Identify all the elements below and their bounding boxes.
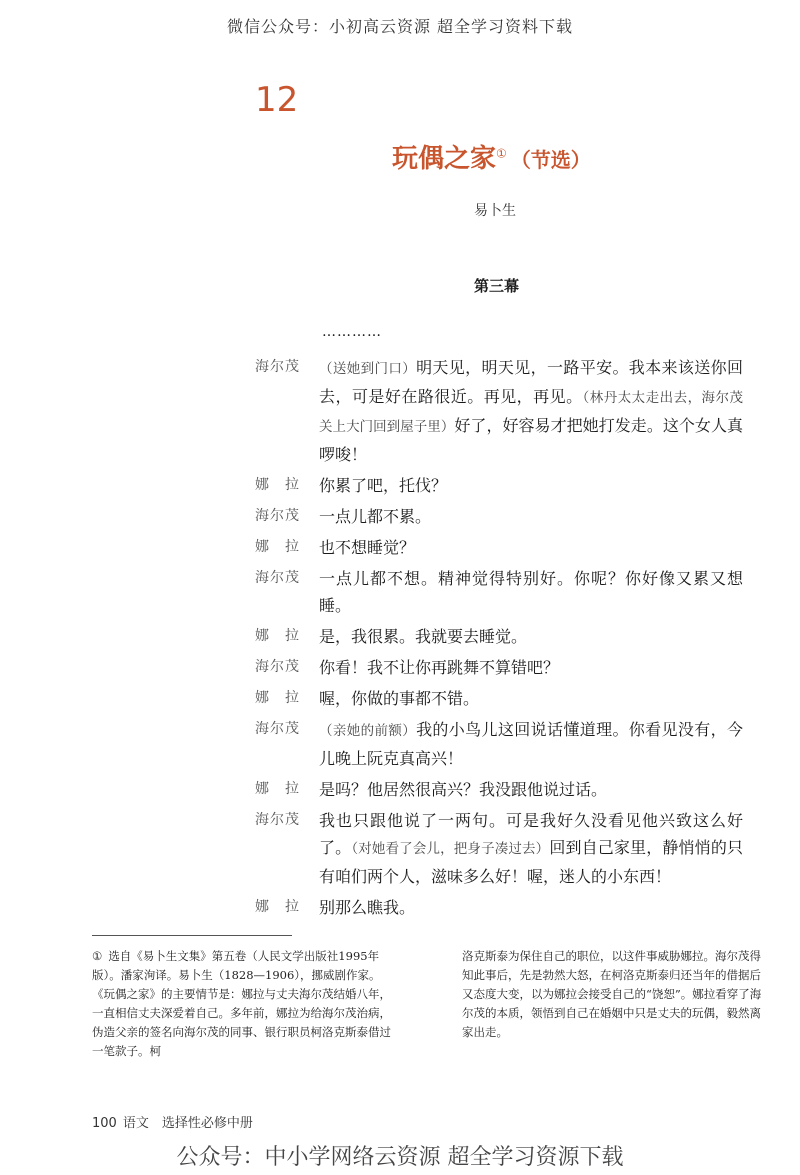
stage-direction: （亲她的前额） (319, 723, 417, 739)
page-title (392, 138, 591, 175)
title-footnote-mark[interactable]: ① (496, 146, 507, 161)
spoken-text: 你累了吧，托伐？ (319, 476, 448, 495)
speaker-name: 娜 拉 (255, 781, 300, 797)
speaker-name: 娜 拉 (255, 690, 300, 706)
spoken-text: 明天见，明天见，一路平安。我本来该送你回去，可是好在路很近。再见，再见。 (319, 358, 743, 406)
stage-direction: （林丹太太走出去，海尔茂关上大门回到屋子里） (319, 390, 743, 435)
spoken-text: 一点儿都不想。精神觉得特别好。你呢？你好像又累又想睡。 (319, 569, 743, 615)
footnote-mark: ① (92, 949, 103, 963)
author: 易卜生 (474, 203, 516, 219)
dialogue-line (255, 685, 755, 712)
speaker-name: 娜 拉 (255, 539, 300, 555)
spoken-text: 是，我很累。我就要去睡觉。 (319, 627, 528, 646)
book-name: 语文 选择性必修中册 (122, 1116, 253, 1131)
footnote-divider (92, 935, 292, 936)
title-text: 玩偶之家 (392, 144, 497, 174)
dialogue (255, 354, 755, 925)
speaker-name: 海尔茂 (255, 508, 300, 524)
spoken-text: 我的小鸟儿这回说话懂道理。你看见没有，今儿晚上阮克真高兴！ (319, 720, 743, 768)
footnote-text-left: 选自《易卜生文集》第五卷（人民文学出版社1995年版）。潘家洵译。易卜生（1828—1906），挪威剧作家。《玩偶之家》的主要情节是：娜拉与丈夫海尔茂结婚八年，一直相信丈夫深爱着自己。多年前，娜拉为给海尔茂治病，伪造父亲的签名向海尔茂的同事、银行职员柯洛克斯泰借过一笔款子。柯 (92, 949, 391, 1058)
footnote-column-left (92, 947, 392, 1061)
speaker-name: 海尔茂 (255, 812, 300, 828)
speech-text (319, 503, 743, 530)
dialogue-line (255, 894, 755, 921)
dialogue-line (255, 565, 755, 619)
speech-text (319, 565, 743, 619)
spoken-text: 一点儿都不累。 (319, 507, 432, 526)
speaker-name: 海尔茂 (255, 359, 300, 375)
dialogue-line (255, 354, 755, 468)
speech-text (319, 776, 743, 803)
speaker-name: 娜 拉 (255, 477, 300, 493)
page-footer (92, 1112, 253, 1131)
speaker-name: 海尔茂 (255, 659, 300, 675)
dialogue-line (255, 807, 755, 890)
chapter-number: 12 (255, 80, 299, 120)
speech-text (319, 354, 743, 468)
spoken-text: 你看！我不让你再跳舞不算错吧？ (319, 658, 560, 677)
speaker-name: 娜 拉 (255, 899, 300, 915)
dialogue-line (255, 472, 755, 499)
spoken-text: 我也只跟他说了一两句。可是我好久没看见他兴致这么好了。 (319, 811, 743, 857)
dialogue-line (255, 716, 755, 772)
spoken-text: 是吗？他居然很高兴？我没跟他说过话。 (319, 780, 608, 799)
speech-text (319, 716, 743, 772)
spoken-text: 好了，好容易才把她打发走。这个女人真啰唆！ (319, 416, 743, 464)
top-watermark: 微信公众号：小初高云资源 超全学习资料下载 (226, 17, 574, 36)
spoken-text: 别那么瞧我。 (319, 898, 416, 917)
speech-text (319, 685, 743, 712)
speech-text (319, 623, 743, 650)
speaker-name: 娜 拉 (255, 628, 300, 644)
stage-direction: （对她看了会儿，把身子凑过去） (351, 841, 550, 857)
speech-text (319, 534, 743, 561)
spoken-text: 也不想睡觉？ (319, 538, 416, 557)
act-heading: 第三幕 (474, 277, 520, 295)
speaker-name: 海尔茂 (255, 570, 300, 586)
spoken-text: 喔，你做的事都不错。 (319, 689, 480, 708)
speech-text (319, 894, 743, 921)
speech-text (319, 807, 743, 890)
dialogue-line (255, 534, 755, 561)
bottom-watermark: 公众号：中小学网络云资源 超全学习资源下载 (176, 1145, 624, 1170)
dialogue-line (255, 503, 755, 530)
dialogue-line (255, 623, 755, 650)
dialogue-line (255, 654, 755, 681)
ellipsis: ………… (322, 324, 382, 340)
speech-text (319, 472, 743, 499)
stage-direction: （送她到门口） (319, 361, 417, 377)
title-suffix: （节选） (510, 148, 591, 172)
footnote-column-right: 洛克斯泰为保住自己的职位，以这件事威胁娜拉。海尔茂得知此事后，先是勃然大怒，在柯洛克斯泰归还当年的借据后又态度大变，以为娜拉会接受自己的“饶恕”。娜拉看穿了海尔茂的本质，领悟到自己在婚姻中只是丈夫的玩偶，毅然离家出走。 (462, 949, 762, 1039)
page-number: 100 (92, 1116, 117, 1131)
dialogue-line (255, 776, 755, 803)
speaker-name: 海尔茂 (255, 721, 300, 737)
speech-text (319, 654, 743, 681)
spoken-text: 回到自己家里，静悄悄的只有咱们两个人，滋味多么好！喔，迷人的小东西！ (319, 838, 743, 886)
